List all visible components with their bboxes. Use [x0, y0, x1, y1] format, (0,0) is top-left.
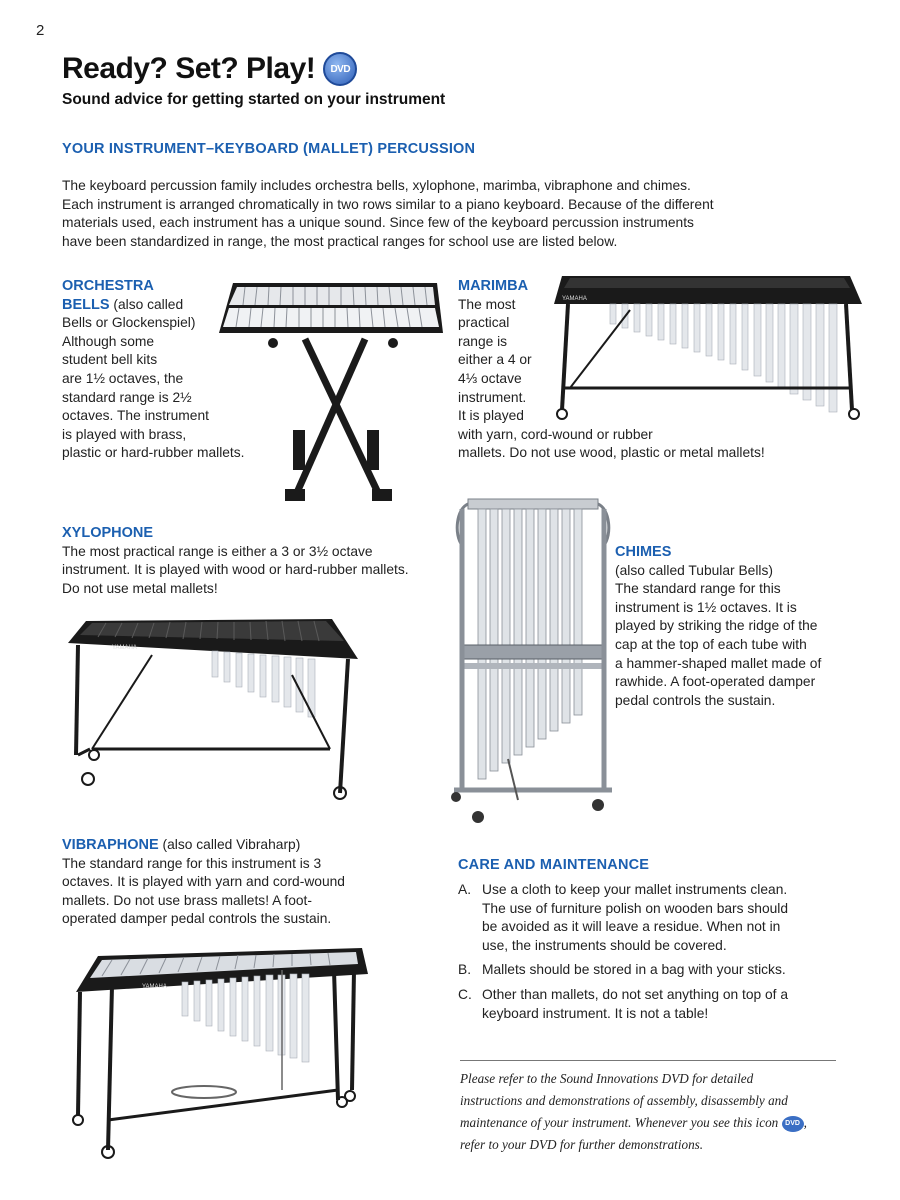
bells-text: Although some	[62, 333, 155, 349]
xylophone-heading: XYLOPHONE	[62, 525, 154, 541]
bells-heading: ORCHESTRA	[62, 278, 154, 294]
xylophone-text: The most practical range is either a 3 or 3½ octave	[62, 543, 373, 559]
care-item-text: be avoided as it will leave a residue. When not in	[482, 919, 781, 935]
chimes-section	[615, 543, 855, 710]
page-title-text: Ready? Set? Play!	[62, 52, 316, 85]
marimba-text: It is played	[458, 408, 524, 424]
intro-line: Each instrument is arranged chromatically in two rows similar to a piano keyboard. Because of the different	[62, 196, 714, 212]
page-subtitle: Sound advice for getting started on your instrument	[62, 91, 446, 108]
xylophone-illustration	[62, 615, 362, 805]
care-item	[458, 961, 838, 980]
vibraphone-section	[62, 836, 392, 929]
marimba-text: instrument.	[458, 389, 527, 405]
footer-line: maintenance of your instrument. Whenever you see this icon	[460, 1115, 779, 1130]
marimba-text: mallets. Do not use wood, plastic or metal mallets!	[458, 445, 765, 461]
xylophone-text: instrument. It is played with wood or hard-rubber mallets.	[62, 562, 409, 578]
bells-text: student bell kits	[62, 352, 158, 368]
bells-text: are 1½ octaves, the	[62, 370, 184, 386]
xylophone-text: Do not use metal mallets!	[62, 580, 218, 596]
vibraphone-text: (also called Vibraharp)	[158, 837, 301, 852]
care-item-letter: A.	[458, 882, 472, 897]
chimes-text: rawhide. A foot-operated damper	[615, 674, 816, 690]
care-item-text: use, the instruments should be covered.	[482, 937, 727, 953]
care-item-text: Use a cloth to keep your mallet instruments clean.	[482, 882, 788, 897]
marimba-brand: YAMAHA	[562, 296, 587, 302]
care-item-letter: B.	[458, 962, 472, 978]
marimba-text: with yarn, cord-wound or rubber	[458, 426, 653, 442]
vibraphone-text: mallets. Do not use brass mallets! A foot-	[62, 892, 312, 908]
footer-punct: ,	[803, 1115, 807, 1130]
bells-text: plastic or hard-rubber mallets.	[62, 445, 245, 461]
xylophone-section	[62, 524, 462, 598]
chimes-text: instrument is 1½ octaves. It is	[615, 599, 797, 615]
vibraphone-brand: YAMAHA	[142, 984, 167, 990]
chimes-text: a hammer-shaped mallet made of	[615, 655, 822, 671]
chimes-text: pedal controls the sustain.	[615, 692, 776, 708]
marimba-text: practical	[458, 315, 510, 331]
dvd-icon[interactable]: DVD	[323, 52, 357, 86]
bells-text: octaves. The instrument	[62, 408, 209, 424]
bells-text: standard range is 2½	[62, 389, 192, 405]
page-number: 2	[36, 22, 45, 39]
bells-text: (also called	[109, 296, 184, 312]
chimes-text: cap at the top of each tube with	[615, 636, 807, 652]
intro-line: have been standardized in range, the most practical ranges for school use are listed below.	[62, 233, 618, 249]
page-title	[62, 52, 357, 86]
footer-line: Please refer to the Sound Innovations DVD for detailed	[460, 1071, 754, 1086]
bells-text: Bells or Glockenspiel)	[62, 315, 196, 331]
marimba-text: The most	[458, 296, 516, 312]
care-item-text: Other than mallets, do not set anything on top of a	[482, 986, 789, 1002]
vibraphone-text: octaves. It is played with yarn and cord-wound	[62, 874, 345, 890]
care-list	[458, 881, 838, 1029]
marimba-illustration	[550, 270, 870, 430]
dvd-footer-note	[460, 1068, 840, 1156]
footer-line: instructions and demonstrations of assembly, disassembly and	[460, 1093, 788, 1108]
marimba-text: either a 4 or	[458, 352, 532, 368]
vibraphone-illustration	[72, 940, 372, 1160]
care-item	[458, 881, 838, 955]
care-heading: CARE AND MAINTENANCE	[458, 857, 650, 873]
chimes-text: played by striking the ridge of the	[615, 618, 818, 634]
intro-line: materials used, each instrument has a unique sound. Since few of the keyboard percussion instruments	[62, 215, 694, 231]
intro-line: The keyboard percussion family includes orchestra bells, xylophone, marimba, vibraphone and chimes.	[62, 178, 691, 193]
footer-line: refer to your DVD for further demonstrations.	[460, 1137, 704, 1152]
chimes-text: (also called Tubular Bells)	[615, 562, 773, 578]
chimes-text: The standard range for this	[615, 581, 781, 597]
vibraphone-heading: VIBRAPHONE	[62, 837, 159, 853]
bells-heading: BELLS	[62, 296, 110, 313]
care-item-text: keyboard instrument. It is not a table!	[482, 1005, 709, 1021]
care-item-letter: C.	[458, 986, 472, 1002]
footer-divider	[460, 1060, 836, 1061]
dvd-icon-small[interactable]: DVD	[782, 1116, 804, 1132]
vibraphone-text: operated damper pedal controls the sustain.	[62, 911, 332, 927]
intro-paragraph	[62, 177, 822, 251]
xylophone-brand: YAMAHA	[112, 645, 137, 651]
care-item-text: Mallets should be stored in a bag with your sticks.	[482, 962, 786, 978]
vibraphone-text: The standard range for this instrument is 3	[62, 855, 322, 871]
section-heading: YOUR INSTRUMENT–KEYBOARD (MALLET) PERCUSSION	[62, 141, 476, 157]
chimes-illustration	[448, 495, 618, 830]
marimba-text: 4⅓ octave	[458, 370, 522, 386]
orchestra-bells-illustration	[215, 275, 445, 515]
marimba-heading: MARIMBA	[458, 278, 529, 294]
care-item	[458, 986, 838, 1023]
chimes-heading: CHIMES	[615, 544, 672, 560]
bells-text: is played with brass,	[62, 426, 187, 442]
marimba-text: range is	[458, 333, 508, 349]
care-item-text: The use of furniture polish on wooden bars should	[482, 900, 789, 916]
